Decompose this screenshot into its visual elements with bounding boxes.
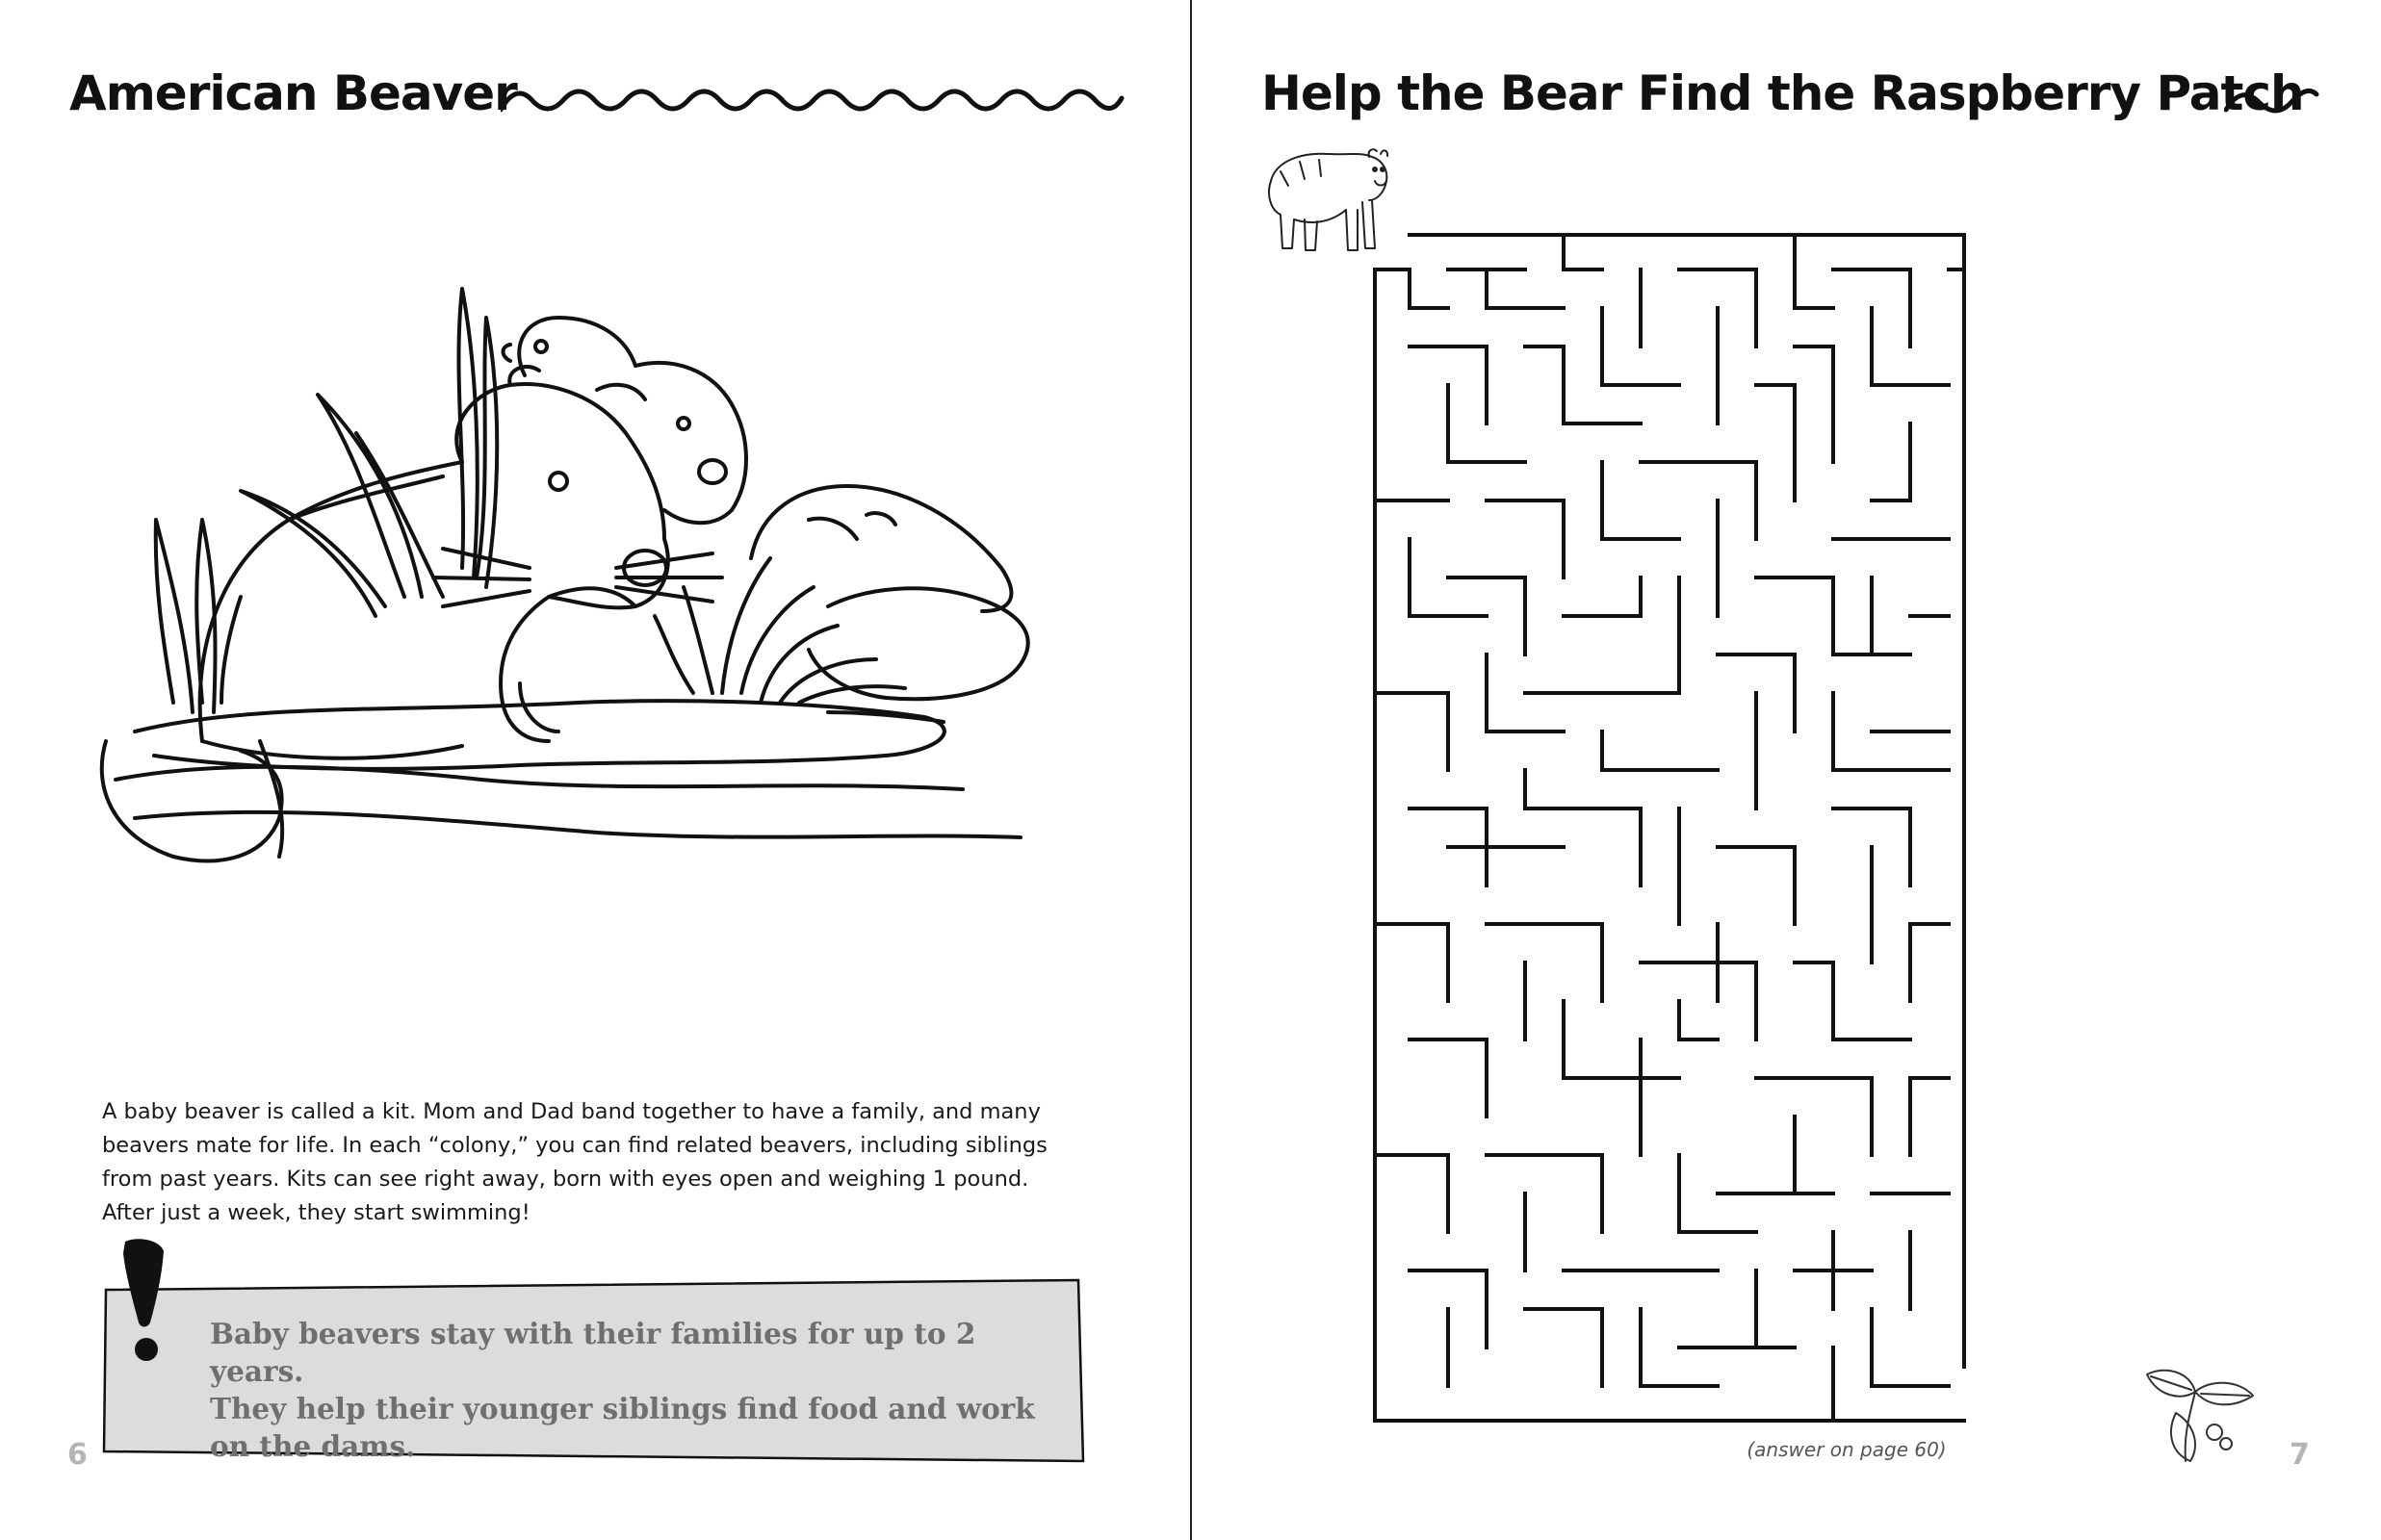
- title-squiggle-decoration: [2224, 83, 2320, 121]
- fact-line: Baby beavers stay with their families for up to 2 years.: [210, 1317, 976, 1388]
- left-page-number: 6: [67, 1438, 88, 1472]
- right-page-number: 7: [2290, 1438, 2310, 1472]
- right-page: [1192, 0, 2381, 1540]
- title-squiggle-decoration: [501, 81, 1126, 119]
- paragraph-line: from past years. Kits can see right away, born with eyes open and weighing 1 pound.: [102, 1167, 1029, 1192]
- exclamation-icon: [114, 1234, 181, 1369]
- left-page-title: American Beaver: [69, 65, 517, 121]
- paragraph-line: A baby beaver is called a kit. Mom and Dad band together to have a family, and many: [102, 1099, 1041, 1124]
- fact-line: They help their younger siblings find food and work: [210, 1392, 1035, 1425]
- beaver-description-paragraph: [102, 1095, 1084, 1230]
- answer-note: (answer on page 60): [1747, 1438, 1947, 1461]
- fact-box-text: [210, 1315, 1038, 1465]
- paragraph-line: beavers mate for life. In each “colony,” you can find related beavers, including siblings: [102, 1133, 1048, 1158]
- beaver-family-illustration: [96, 279, 1059, 895]
- left-page: [0, 0, 1190, 1540]
- fact-line: on the dams.: [210, 1429, 416, 1463]
- paragraph-line: After just a week, they start swimming!: [102, 1200, 531, 1225]
- right-page-title: Help the Bear Find the Raspberry Patch: [1261, 65, 2304, 121]
- raspberry-leaf-icon: [2137, 1365, 2263, 1471]
- maze-puzzle: [1371, 231, 1968, 1424]
